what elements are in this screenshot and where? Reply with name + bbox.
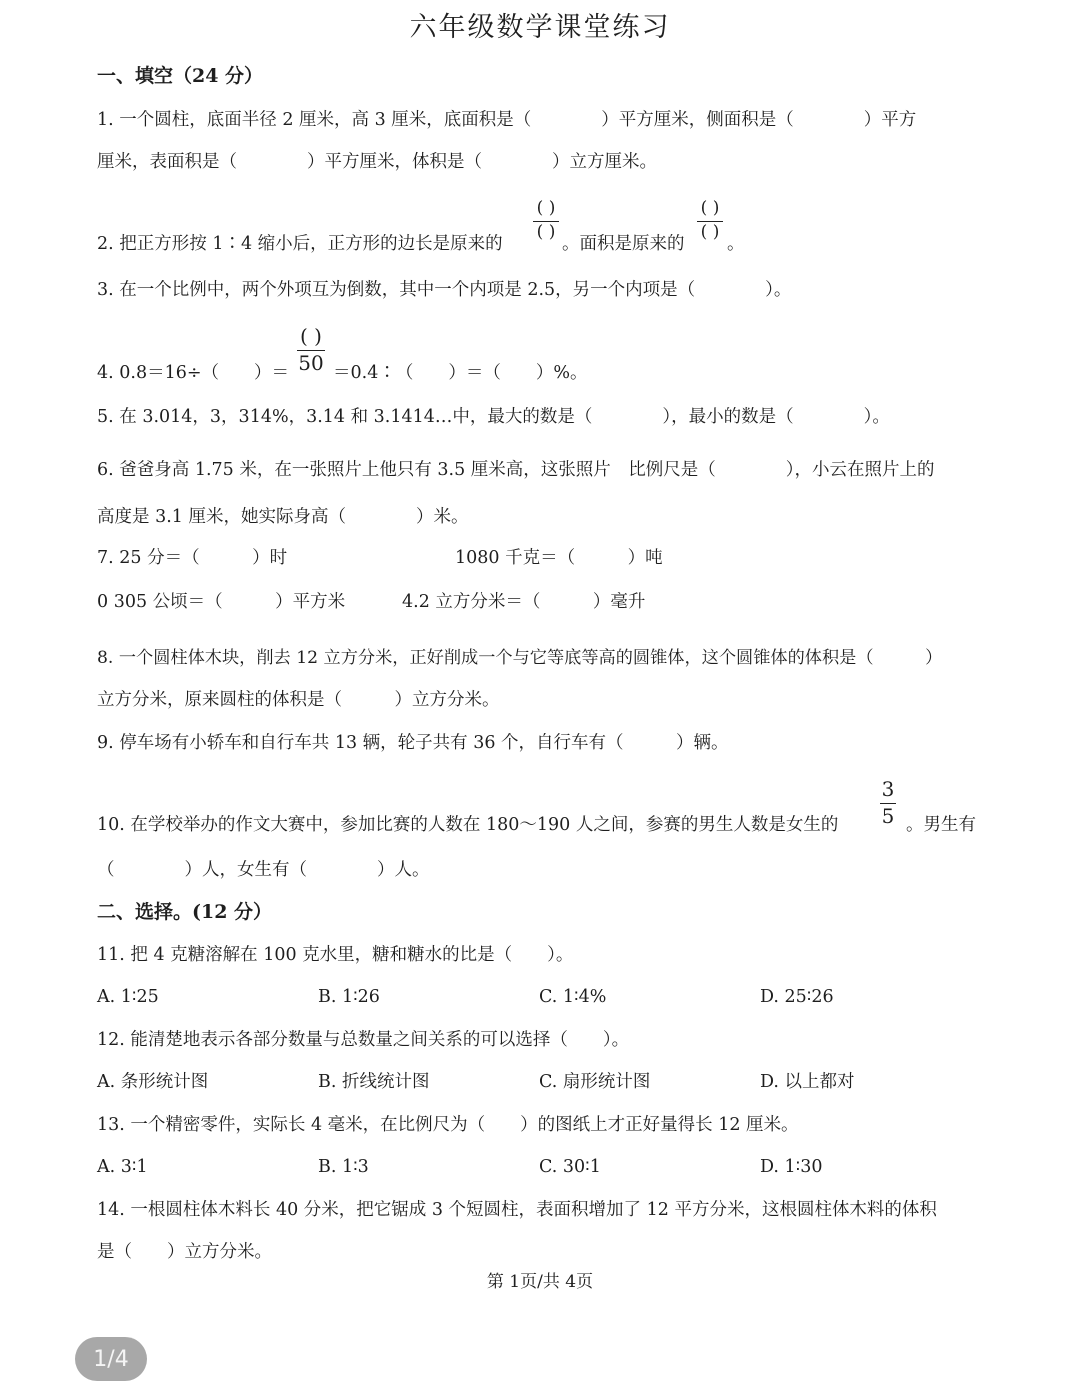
question-2-fraction-area xyxy=(697,199,723,242)
fraction-numerator: ( ) xyxy=(700,198,720,218)
question-11-option-a: A. 1∶25 xyxy=(97,987,159,1007)
question-12-option-d: D. 以上都对 xyxy=(760,1072,855,1092)
fraction-numerator: ( ) xyxy=(536,198,556,218)
question-4-text-a: 4. 0.8＝16÷（ ）＝ xyxy=(97,363,290,383)
question-10-line-1-b: 。男生有 xyxy=(906,815,976,835)
question-7-c: 0 305 公顷＝（ ）平方米 xyxy=(97,592,346,612)
question-3: 3. 在一个比例中，两个外项互为倒数，其中一个内项是 2.5，另一个内项是（ ）。 xyxy=(97,280,792,300)
section-heading-fill-blank: 一、填空（24 分） xyxy=(97,65,264,87)
question-6-line-1: 6. 爸爸身高 1.75 米，在一张照片上他只有 3.5 厘米高，这张照片 比例尺是（ ），小云在照片上的 xyxy=(97,460,935,480)
question-12-option-c: C. 扇形统计图 xyxy=(539,1072,651,1092)
page-footer: 第 1页/共 4页 xyxy=(486,1272,594,1292)
question-2-text-b: 。面积是原来的 xyxy=(562,234,685,254)
question-7-d: 4.2 立方分米＝（ ）毫升 xyxy=(402,592,646,612)
question-4-fraction xyxy=(297,325,325,374)
question-8-line-1: 8. 一个圆柱体木块，削去 12 立方分米，正好削成一个与它等底等高的圆锥体，这个圆锥体的体积是（ ） xyxy=(97,648,943,668)
question-13-option-c: C. 30∶1 xyxy=(539,1157,601,1177)
section-heading-multiple-choice: 二、选择。(12 分） xyxy=(97,901,273,923)
question-12: 12. 能清楚地表示各部分数量与总数量之间关系的可以选择（ ）。 xyxy=(97,1030,630,1050)
question-7-b: 1080 千克＝（ ）吨 xyxy=(455,548,663,568)
page-title: 六年级数学课堂练习 xyxy=(409,12,671,43)
fraction-numerator: 3 xyxy=(881,777,895,801)
question-4-text-b: ＝0.4∶（ ）＝（ ）%。 xyxy=(333,363,588,383)
question-9: 9. 停车场有小轿车和自行车共 13 辆，轮子共有 36 个，自行车有（ ）辆。 xyxy=(97,733,729,753)
question-8-line-2: 立方分米，原来圆柱的体积是（ ）立方分米。 xyxy=(97,690,500,710)
question-2-text-a: 2. 把正方形按 1∶4 缩小后，正方形的边长是原来的 xyxy=(97,234,503,254)
page-indicator[interactable]: 1/4 xyxy=(75,1337,147,1381)
question-12-option-a: A. 条形统计图 xyxy=(97,1072,209,1092)
question-10-line-1-a: 10. 在学校举办的作文大赛中，参加比赛的人数在 180～190 人之间，参赛的男生人数是女生的 xyxy=(97,815,839,835)
question-14-line-2: 是（ ）立方分米。 xyxy=(97,1242,272,1262)
fraction-denominator: ( ) xyxy=(536,222,556,242)
question-11-option-d: D. 25∶26 xyxy=(760,987,834,1007)
question-10-fraction xyxy=(880,778,896,827)
question-5: 5. 在 3.014，3，314%，3.14 和 3.1414…中，最大的数是（ ），最小的数是（ ）。 xyxy=(97,407,890,427)
question-13: 13. 一个精密零件，实际长 4 毫米，在比例尺为（ ）的图纸上才正好量得长 12 厘米。 xyxy=(97,1115,799,1135)
fraction-denominator: 5 xyxy=(881,804,895,828)
question-2-fraction-side xyxy=(533,199,559,242)
question-2-text-c: 。 xyxy=(727,234,745,254)
question-1-line-1: 1. 一个圆柱，底面半径 2 厘米，高 3 厘米，底面积是（ ）平方厘米，侧面积是（ ）平方 xyxy=(97,110,917,130)
fraction-numerator: ( ) xyxy=(300,324,322,348)
question-12-option-b: B. 折线统计图 xyxy=(318,1072,430,1092)
question-13-option-a: A. 3∶1 xyxy=(97,1157,148,1177)
question-10-line-2: （ ）人，女生有（ ）人。 xyxy=(97,860,430,880)
question-1-line-2: 厘米，表面积是（ ）平方厘米，体积是（ ）立方厘米。 xyxy=(97,152,657,172)
question-11-option-b: B. 1∶26 xyxy=(318,987,380,1007)
question-6-line-2: 高度是 3.1 厘米，她实际身高（ ）米。 xyxy=(97,507,469,527)
question-11-option-c: C. 1∶4% xyxy=(539,987,607,1007)
question-13-option-b: B. 1∶3 xyxy=(318,1157,369,1177)
fraction-denominator: 50 xyxy=(298,351,324,375)
question-14-line-1: 14. 一根圆柱体木料长 40 分米，把它锯成 3 个短圆柱，表面积增加了 12 平方分米，这根圆柱体木料的体积 xyxy=(97,1200,937,1220)
question-7-a: 7. 25 分＝（ ）时 xyxy=(97,548,288,568)
question-13-option-d: D. 1∶30 xyxy=(760,1157,823,1177)
fraction-denominator: ( ) xyxy=(700,222,720,242)
question-11: 11. 把 4 克糖溶解在 100 克水里，糖和糖水的比是（ ）。 xyxy=(97,945,574,965)
